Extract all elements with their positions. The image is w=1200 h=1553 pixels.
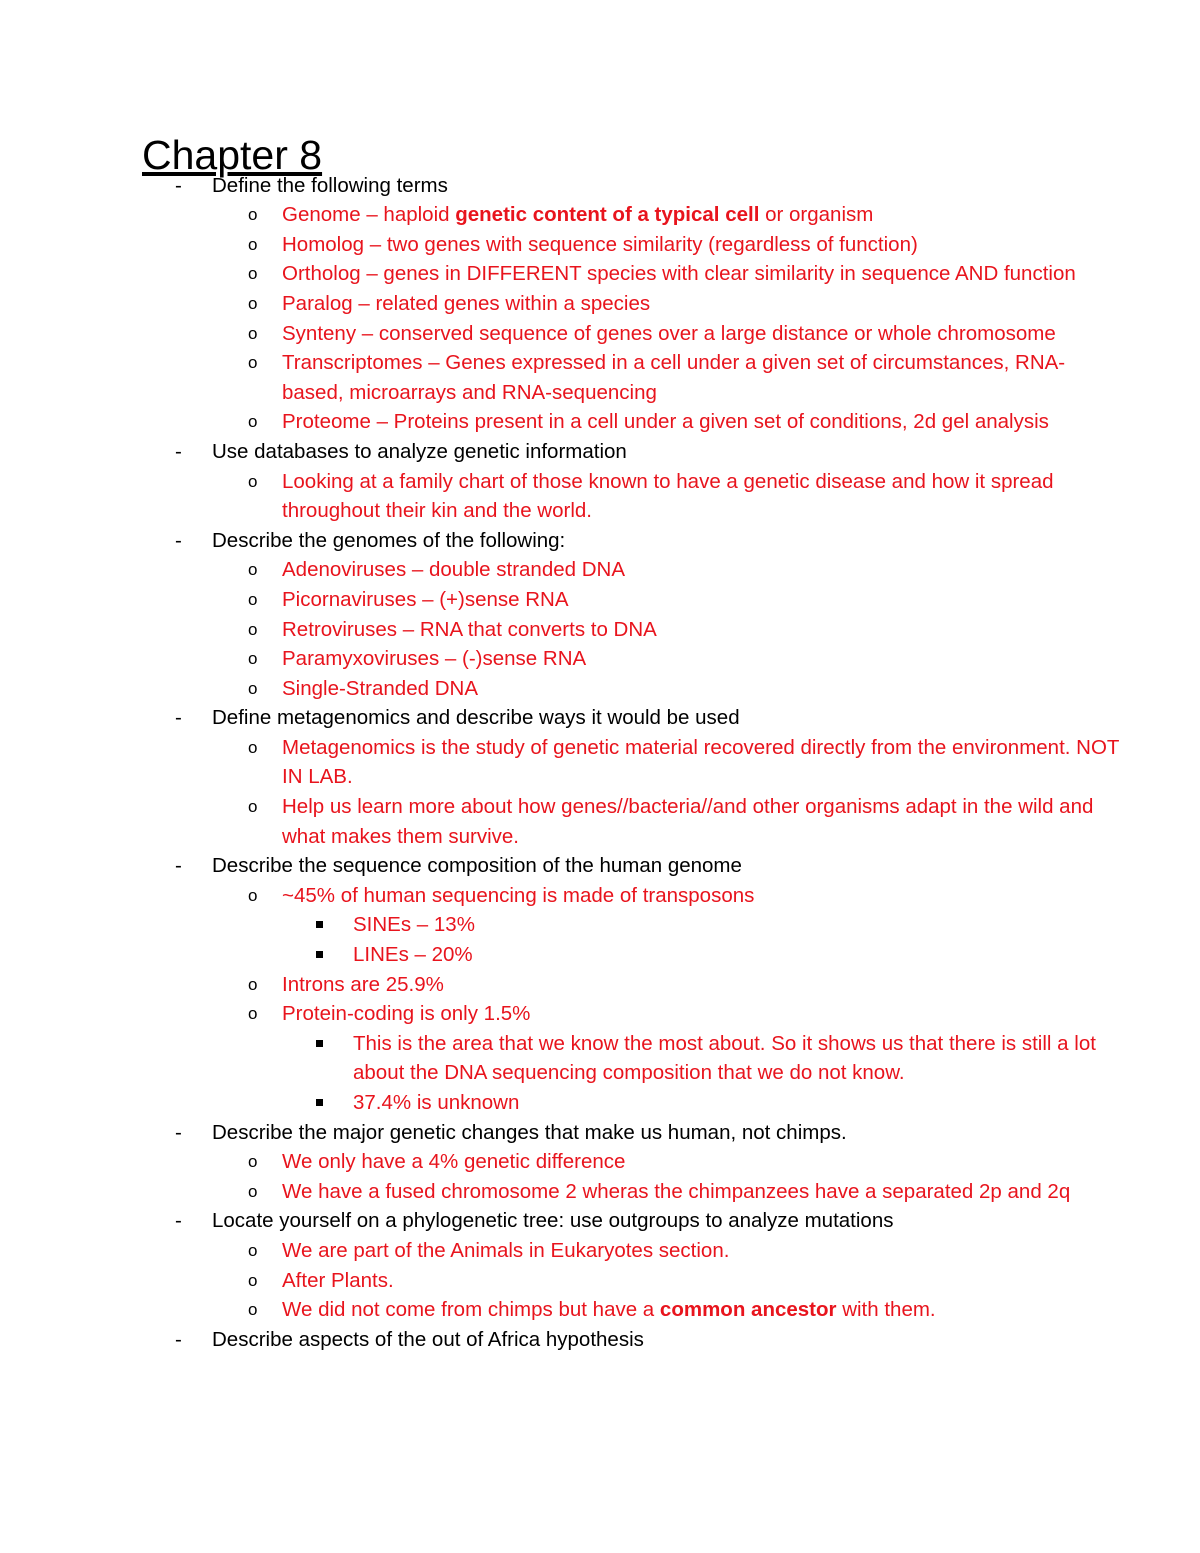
- circle-bullet-icon: o: [248, 649, 258, 669]
- sub-answer-item: [282, 910, 1122, 940]
- answer-text: [282, 1180, 1070, 1203]
- answer-item: [212, 407, 1122, 437]
- answer-item: [212, 289, 1122, 319]
- answer-item: [212, 615, 1122, 645]
- answer-item: [212, 555, 1122, 585]
- bold-term: genetic content of a typical cell: [455, 203, 760, 227]
- answer-list: [212, 733, 1122, 851]
- answer-item: [212, 259, 1122, 289]
- answer-list: [212, 1236, 1122, 1325]
- answer-text: [282, 203, 873, 226]
- sub-answer-item: [282, 940, 1122, 970]
- question-item: [142, 703, 1122, 851]
- answer-segment: We only have a 4% genetic difference: [282, 1150, 626, 1174]
- sub-answer-item: [282, 1088, 1122, 1118]
- dash-marker: -: [175, 528, 182, 552]
- question-item: [142, 851, 1122, 1117]
- answer-item: [212, 200, 1122, 230]
- circle-bullet-icon: o: [248, 797, 258, 817]
- square-bullet-icon: [316, 921, 323, 928]
- question-item: [142, 171, 1122, 437]
- answer-item: [212, 999, 1122, 1117]
- circle-bullet-icon: o: [248, 1300, 258, 1320]
- answer-text: [282, 351, 1065, 404]
- circle-bullet-icon: o: [248, 234, 258, 254]
- answer-segment: Synteny – conserved sequence of genes over a large distance or whole chromosome: [282, 321, 1056, 345]
- answer-segment: We are part of the Animals in Eukaryotes section.: [282, 1238, 730, 1262]
- answer-item: [212, 1147, 1122, 1177]
- circle-bullet-icon: o: [248, 205, 258, 225]
- answer-text: [282, 1269, 394, 1292]
- answer-item: [212, 674, 1122, 704]
- circle-bullet-icon: o: [248, 1152, 258, 1172]
- circle-bullet-icon: o: [248, 737, 258, 757]
- answer-segment: Adenoviruses – double stranded DNA: [282, 558, 626, 582]
- answer-text: [282, 736, 1119, 789]
- dash-marker: -: [175, 854, 182, 878]
- circle-bullet-icon: o: [248, 619, 258, 639]
- circle-bullet-icon: o: [248, 974, 258, 994]
- question-item: [142, 437, 1122, 526]
- answer-segment: Paralog – related genes within a species: [282, 291, 651, 315]
- answer-text: [282, 1002, 530, 1025]
- square-bullet-icon: [316, 1040, 323, 1047]
- question-text: Describe the sequence composition of the human genome: [212, 854, 742, 878]
- answer-list: [212, 200, 1122, 437]
- answer-segment: Homolog – two genes with sequence similarity (regardless of function): [282, 232, 918, 256]
- answer-item: [212, 1177, 1122, 1207]
- answer-text: [282, 1150, 625, 1173]
- answer-item: [212, 733, 1122, 792]
- answer-segment: ~45% of human sequencing is made of transposons: [282, 883, 755, 907]
- answer-text: [282, 1239, 729, 1262]
- answer-segment: Help us learn more about how genes//bacteria//and other organisms adapt in the wild and what makes them survive.: [282, 795, 1094, 848]
- answer-item: [212, 348, 1122, 407]
- circle-bullet-icon: o: [248, 589, 258, 609]
- answer-list: [212, 555, 1122, 703]
- answer-segment: Retroviruses – RNA that converts to DNA: [282, 617, 657, 641]
- sub-answer-text: LINEs – 20%: [353, 943, 473, 967]
- bold-term: common ancestor: [659, 1298, 837, 1322]
- answer-segment: Single-Stranded DNA: [282, 676, 478, 700]
- answer-segment: Picornaviruses – (+)sense RNA: [282, 587, 569, 611]
- dash-marker: -: [175, 706, 182, 730]
- answer-segment: with them.: [836, 1298, 936, 1322]
- circle-bullet-icon: o: [248, 1181, 258, 1201]
- dash-marker: -: [175, 173, 182, 197]
- answer-segment: We did not come from chimps but have a: [282, 1298, 660, 1322]
- answer-text: [282, 884, 754, 907]
- answer-text: [282, 410, 1049, 433]
- question-text: Use databases to analyze genetic information: [212, 439, 627, 463]
- question-text: Describe aspects of the out of Africa hypothesis: [212, 1327, 644, 1351]
- answer-segment: Protein-coding is only 1.5%: [282, 1002, 531, 1026]
- sub-answer-list: [282, 910, 1122, 969]
- question-item: [142, 526, 1122, 704]
- chapter-title: Chapter 8: [142, 132, 323, 178]
- square-bullet-icon: [316, 951, 323, 958]
- answer-item: [212, 1295, 1122, 1325]
- circle-bullet-icon: o: [248, 264, 258, 284]
- answer-item: [212, 1236, 1122, 1266]
- answer-text: [282, 233, 918, 256]
- answer-item: [212, 319, 1122, 349]
- circle-bullet-icon: o: [248, 560, 258, 580]
- sub-answer-text: SINEs – 13%: [353, 913, 475, 937]
- circle-bullet-icon: o: [248, 885, 258, 905]
- answer-segment: or organism: [759, 203, 874, 227]
- sub-answer-item: [282, 1029, 1122, 1088]
- answer-segment: We have a fused chromosome 2 wheras the chimpanzees have a separated 2p and 2q: [282, 1179, 1071, 1203]
- answer-item: [212, 881, 1122, 970]
- answer-segment: After Plants.: [282, 1268, 394, 1292]
- answer-segment: Introns are 25.9%: [282, 972, 444, 996]
- circle-bullet-icon: o: [248, 1270, 258, 1290]
- answer-text: [282, 322, 1056, 345]
- answer-text: [282, 647, 586, 670]
- circle-bullet-icon: o: [248, 678, 258, 698]
- answer-text: [282, 588, 569, 611]
- answer-item: [212, 230, 1122, 260]
- answer-segment: Paramyxoviruses – (-)sense RNA: [282, 647, 587, 671]
- answer-item: [212, 467, 1122, 526]
- sub-answer-text: This is the area that we know the most about. So it shows us that there is still a lot about the DNA sequencing composition that we do not know.: [353, 1031, 1096, 1085]
- question-item: [142, 1118, 1122, 1207]
- dash-marker: -: [175, 1327, 182, 1351]
- answer-text: [282, 973, 444, 996]
- question-item: [142, 1206, 1122, 1324]
- answer-segment: Looking at a family chart of those known to have a genetic disease and how it spread throughout their kin and the world.: [282, 469, 1054, 523]
- sub-answer-text: 37.4% is unknown: [353, 1091, 520, 1114]
- answer-text: [282, 677, 478, 700]
- answer-list: [212, 1147, 1122, 1206]
- answer-segment: Transcriptomes – Genes expressed in a cell under a given set of circumstances, RNA-based, microarrays and RNA-sequencing: [282, 351, 1066, 404]
- answer-text: [282, 618, 657, 641]
- answer-segment: Metagenomics is the study of genetic material recovered directly from the environment. NOT IN LAB.: [282, 735, 1120, 789]
- answer-text: [282, 795, 1093, 848]
- answer-text: [282, 292, 650, 315]
- answer-text: [282, 262, 1076, 285]
- answer-text: [282, 470, 1054, 523]
- answer-segment: Proteome – Proteins present in a cell under a given set of conditions, 2d gel analysis: [282, 410, 1049, 434]
- dash-marker: -: [175, 439, 182, 463]
- circle-bullet-icon: o: [248, 412, 258, 432]
- answer-item: [212, 792, 1122, 851]
- answer-text: [282, 1298, 936, 1321]
- circle-bullet-icon: o: [248, 353, 258, 373]
- circle-bullet-icon: o: [248, 323, 258, 343]
- question-text: Define the following terms: [212, 173, 448, 197]
- question-text: Locate yourself on a phylogenetic tree: use outgroups to analyze mutations: [212, 1209, 894, 1233]
- answer-segment: Genome – haploid: [282, 203, 456, 227]
- question-text: Define metagenomics and describe ways it would be used: [212, 706, 740, 730]
- sub-answer-list: [282, 1029, 1122, 1118]
- answer-text: [282, 558, 625, 581]
- study-guide: [142, 132, 1122, 1354]
- answer-item: [212, 644, 1122, 674]
- answer-segment: Ortholog – genes in DIFFERENT species with clear similarity in sequence AND function: [282, 262, 1076, 286]
- question-item: [142, 1325, 1122, 1355]
- answer-item: [212, 585, 1122, 615]
- circle-bullet-icon: o: [248, 1240, 258, 1260]
- dash-marker: -: [175, 1120, 182, 1144]
- circle-bullet-icon: o: [248, 1004, 258, 1024]
- dash-marker: -: [175, 1209, 182, 1233]
- answer-list: [212, 467, 1122, 526]
- question-list: [142, 171, 1122, 1355]
- answer-list: [212, 881, 1122, 1118]
- answer-item: [212, 1266, 1122, 1296]
- square-bullet-icon: [316, 1099, 323, 1106]
- circle-bullet-icon: o: [248, 293, 258, 313]
- question-text: Describe the genomes of the following:: [212, 528, 566, 552]
- circle-bullet-icon: o: [248, 471, 258, 491]
- answer-item: [212, 970, 1122, 1000]
- question-text: Describe the major genetic changes that make us human, not chimps.: [212, 1120, 847, 1144]
